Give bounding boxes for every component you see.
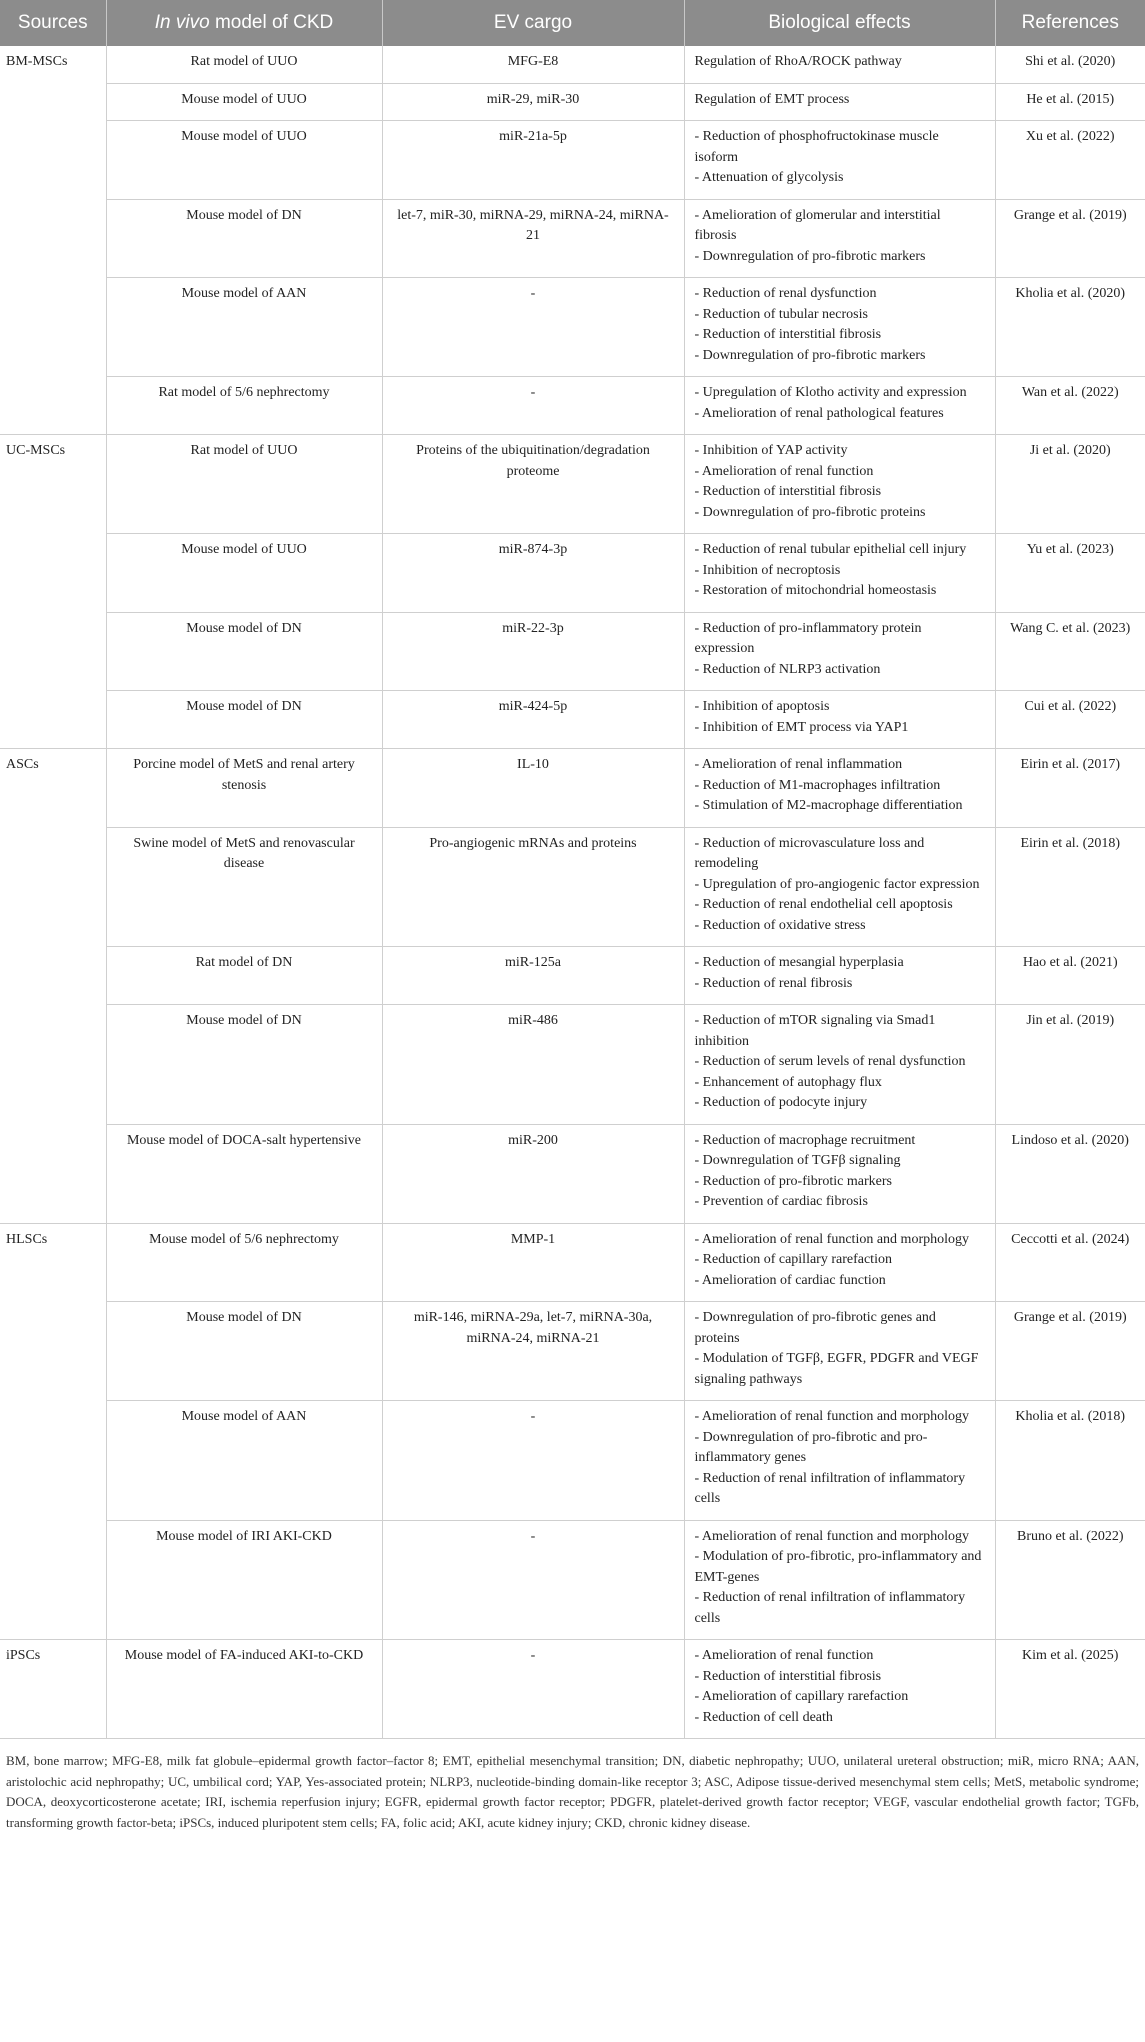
effects-cell <box>684 1124 995 1223</box>
model-cell: Mouse model of UUO <box>106 534 382 613</box>
header-model-rest: model of CKD <box>209 11 334 33</box>
model-cell: Mouse model of DN <box>106 199 382 278</box>
model-cell: Mouse model of DN <box>106 1302 382 1401</box>
effects-cell <box>684 121 995 200</box>
cargo-cell: miR-874-3p <box>382 534 684 613</box>
model-cell: Mouse model of UUO <box>106 83 382 121</box>
table-row <box>0 121 1145 200</box>
reference-cell: Hao et al. (2021) <box>995 947 1145 1005</box>
effect-line: - Reduction of mesangial hyperplasia <box>694 955 904 970</box>
effect-line: - Inhibition of apoptosis <box>694 699 830 714</box>
reference-cell: Jin et al. (2019) <box>995 1005 1145 1125</box>
table-row <box>0 83 1145 121</box>
effects-cell <box>684 691 995 749</box>
effect-line: - Stimulation of M2-macrophage differentiation <box>694 798 963 813</box>
header-model <box>106 0 382 46</box>
effect-line: - Reduction of renal infiltration of inflammatory cells <box>694 1470 966 1506</box>
effect-line: - Reduction of capillary rarefaction <box>694 1252 892 1267</box>
header-sources: Sources <box>0 0 106 46</box>
table-row <box>0 1005 1145 1125</box>
table-row <box>0 691 1145 749</box>
effect-line: - Amelioration of renal function <box>694 1648 874 1663</box>
effect-line: - Amelioration of renal function and morphology <box>694 1528 969 1544</box>
effect-line: - Attenuation of glycolysis <box>694 170 844 185</box>
model-cell: Rat model of UUO <box>106 435 382 534</box>
cargo-cell: - <box>382 1520 684 1640</box>
table-row <box>0 1520 1145 1640</box>
effect-line: - Amelioration of renal function and morphology <box>694 1231 969 1247</box>
table-header <box>0 0 1145 46</box>
reference-cell: Kholia et al. (2020) <box>995 278 1145 377</box>
header-cargo: EV cargo <box>382 0 684 46</box>
effect-line: - Amelioration of glomerular and interstitial fibrosis <box>694 207 941 243</box>
cargo-cell: miR-29, miR-30 <box>382 83 684 121</box>
effect-line: - Inhibition of YAP activity <box>694 443 848 458</box>
effects-cell <box>684 278 995 377</box>
model-cell: Rat model of UUO <box>106 46 382 83</box>
effect-line: - Reduction of mTOR signaling via Smad1 inhibition <box>694 1013 936 1049</box>
table-row <box>0 534 1145 613</box>
effect-line: - Amelioration of renal pathological features <box>694 405 944 421</box>
effect-line: - Reduction of renal infiltration of inflammatory cells <box>694 1590 966 1626</box>
cargo-cell: miR-146, miRNA-29a, let-7, miRNA-30a, miRNA-24, miRNA-21 <box>382 1302 684 1401</box>
effects-cell <box>684 749 995 828</box>
model-cell: Rat model of DN <box>106 947 382 1005</box>
effect-line: - Amelioration of cardiac function <box>694 1272 886 1288</box>
effects-cell <box>684 377 995 435</box>
model-cell: Mouse model of DN <box>106 691 382 749</box>
cargo-cell: Proteins of the ubiquitination/degradation proteome <box>382 435 684 534</box>
reference-cell: Ceccotti et al. (2024) <box>995 1223 1145 1302</box>
cargo-cell: - <box>382 1640 684 1739</box>
reference-cell: He et al. (2015) <box>995 83 1145 121</box>
effect-line: - Reduction of serum levels of renal dysfunction <box>694 1054 966 1069</box>
effects-cell <box>684 1005 995 1125</box>
effect-line: - Downregulation of pro-fibrotic proteins <box>694 504 926 520</box>
cargo-cell: - <box>382 377 684 435</box>
effects-cell <box>684 534 995 613</box>
effect-line: - Amelioration of renal function and morphology <box>694 1409 969 1424</box>
table-row <box>0 199 1145 278</box>
table-row <box>0 1401 1145 1521</box>
table-body <box>0 46 1145 1739</box>
model-cell: Mouse model of 5/6 nephrectomy <box>106 1223 382 1302</box>
cargo-cell: - <box>382 1401 684 1521</box>
effect-line: - Downregulation of pro-fibrotic markers <box>694 248 926 264</box>
table-row <box>0 827 1145 947</box>
cargo-cell: MMP-1 <box>382 1223 684 1302</box>
effect-line: - Reduction of renal dysfunction <box>694 286 877 301</box>
effect-line: - Reduction of pro-inflammatory protein expression <box>694 620 922 656</box>
source-cell: BM-MSCs <box>0 46 106 435</box>
table-row <box>0 435 1145 534</box>
effect-line: - Reduction of interstitial fibrosis <box>694 327 882 342</box>
header-effects: Biological effects <box>684 0 995 46</box>
cargo-cell: IL-10 <box>382 749 684 828</box>
reference-cell: Eirin et al. (2017) <box>995 749 1145 828</box>
reference-cell: Kim et al. (2025) <box>995 1640 1145 1739</box>
table-row <box>0 278 1145 377</box>
effect-line: - Modulation of pro-fibrotic, pro-inflammatory and EMT-genes <box>694 1549 982 1585</box>
cargo-cell: miR-22-3p <box>382 612 684 691</box>
reference-cell: Bruno et al. (2022) <box>995 1520 1145 1640</box>
table-row <box>0 612 1145 691</box>
effects-cell <box>684 1640 995 1739</box>
effect-line: - Reduction of macrophage recruitment <box>694 1132 916 1148</box>
reference-cell: Kholia et al. (2018) <box>995 1401 1145 1521</box>
reference-cell: Wan et al. (2022) <box>995 377 1145 435</box>
effects-cell <box>684 947 995 1005</box>
header-references: References <box>995 0 1145 46</box>
model-cell: Mouse model of DOCA-salt hypertensive <box>106 1124 382 1223</box>
source-cell: ASCs <box>0 749 106 1224</box>
effect-line: - Enhancement of autophagy flux <box>694 1074 882 1090</box>
reference-cell: Grange et al. (2019) <box>995 199 1145 278</box>
effects-cell <box>684 827 995 947</box>
effect-line: - Reduction of M1-macrophages infiltration <box>694 777 941 793</box>
effect-line: - Inhibition of necroptosis <box>694 562 841 578</box>
effect-line: - Reduction of interstitial fibrosis <box>694 1668 882 1684</box>
table-row <box>0 1223 1145 1302</box>
table-row <box>0 1124 1145 1223</box>
effect-line: - Reduction of renal endothelial cell apoptosis <box>694 897 953 912</box>
table-row <box>0 947 1145 1005</box>
effect-line: Regulation of EMT process <box>694 91 850 107</box>
effect-line: - Amelioration of renal function <box>694 463 874 479</box>
effects-cell <box>684 1401 995 1521</box>
table-row <box>0 1302 1145 1401</box>
reference-cell: Grange et al. (2019) <box>995 1302 1145 1401</box>
effect-line: - Restoration of mitochondrial homeostasis <box>694 583 937 598</box>
table-row <box>0 1640 1145 1739</box>
effect-line: - Upregulation of pro-angiogenic factor expression <box>694 876 980 892</box>
effects-cell <box>684 46 995 83</box>
model-cell: Mouse model of FA-induced AKI-to-CKD <box>106 1640 382 1739</box>
effects-cell <box>684 83 995 121</box>
cargo-cell: miR-21a-5p <box>382 121 684 200</box>
model-cell: Mouse model of IRI AKI-CKD <box>106 1520 382 1640</box>
reference-cell: Yu et al. (2023) <box>995 534 1145 613</box>
reference-cell: Cui et al. (2022) <box>995 691 1145 749</box>
effect-line: - Reduction of interstitial fibrosis <box>694 484 882 499</box>
header-model-italic: In vivo <box>154 11 210 33</box>
effects-cell <box>684 1223 995 1302</box>
model-cell: Rat model of 5/6 nephrectomy <box>106 377 382 435</box>
effects-cell <box>684 199 995 278</box>
effects-cell <box>684 1302 995 1401</box>
cargo-cell: miR-125a <box>382 947 684 1005</box>
model-cell: Mouse model of DN <box>106 612 382 691</box>
cargo-cell: MFG-E8 <box>382 46 684 83</box>
effect-line: - Upregulation of Klotho activity and expression <box>694 385 967 400</box>
effect-line: - Inhibition of EMT process via YAP1 <box>694 719 909 735</box>
reference-cell: Shi et al. (2020) <box>995 46 1145 83</box>
reference-cell: Eirin et al. (2018) <box>995 827 1145 947</box>
reference-cell: Xu et al. (2022) <box>995 121 1145 200</box>
effect-line: - Reduction of cell death <box>694 1709 833 1725</box>
table-footnote: BM, bone marrow; MFG-E8, milk fat globule–epidermal growth factor–factor 8; EMT, epithelial mesenchymal transition; DN, diabetic nephropathy; UUO, unilateral ureteral obstruction; miR, micro RNA; AAN, aristolochic acid nephropathy; UC, umbilical cord; YAP, Yes-associated protein; NLRP3, nucleotide-binding domain-like receptor 3; ASC, Adipose tissue-derived mesenchymal stem cells; MetS, metabolic syndrome; DOCA, deoxycorticosterone acetate; IRI, ischemia reperfusion injury; EGFR, epidermal growth factor receptor; PDGFR, platelet-derived growth factor receptor; VEGF, vascular endothelial growth factor; TGFb, transforming growth factor-beta; iPSCs, induced pluripotent stem cells; FA, folic acid; AKI, acute kidney injury; CKD, chronic kidney disease. <box>6 1753 1139 1830</box>
effect-line: Regulation of RhoA/ROCK pathway <box>694 54 902 69</box>
table-row <box>0 377 1145 435</box>
cargo-cell: Pro-angiogenic mRNAs and proteins <box>382 827 684 947</box>
effect-line: - Amelioration of renal inflammation <box>694 757 903 772</box>
effect-line: - Downregulation of TGFβ signaling <box>694 1153 901 1168</box>
source-cell: UC-MSCs <box>0 435 106 749</box>
effects-cell <box>684 1520 995 1640</box>
effect-line: - Reduction of podocyte injury <box>694 1095 868 1110</box>
effect-line: - Downregulation of pro-fibrotic genes and proteins <box>694 1310 936 1346</box>
reference-cell: Wang C. et al. (2023) <box>995 612 1145 691</box>
model-cell: Mouse model of AAN <box>106 1401 382 1521</box>
cargo-cell: miR-200 <box>382 1124 684 1223</box>
effect-line: - Reduction of tubular necrosis <box>694 306 868 322</box>
cargo-cell: - <box>382 278 684 377</box>
reference-cell: Ji et al. (2020) <box>995 435 1145 534</box>
cargo-cell: miR-486 <box>382 1005 684 1125</box>
effect-line: - Reduction of NLRP3 activation <box>694 661 881 677</box>
model-cell: Mouse model of AAN <box>106 278 382 377</box>
effect-line: - Downregulation of pro-fibrotic markers <box>694 347 926 363</box>
table-row <box>0 749 1145 828</box>
model-cell: Swine model of MetS and renovascular disease <box>106 827 382 947</box>
source-cell: iPSCs <box>0 1640 106 1739</box>
effect-line: - Downregulation of pro-fibrotic and pro-inflammatory genes <box>694 1429 928 1465</box>
effect-line: - Reduction of phosphofructokinase muscle isoform <box>694 129 939 165</box>
reference-cell: Lindoso et al. (2020) <box>995 1124 1145 1223</box>
effect-line: - Prevention of cardiac fibrosis <box>694 1194 868 1209</box>
model-cell: Mouse model of DN <box>106 1005 382 1125</box>
effect-line: - Reduction of pro-fibrotic markers <box>694 1173 892 1189</box>
source-cell: HLSCs <box>0 1223 106 1640</box>
cargo-cell: let-7, miR-30, miRNA-29, miRNA-24, miRNA-21 <box>382 199 684 278</box>
effect-line: - Reduction of microvasculature loss and remodeling <box>694 835 925 871</box>
effect-line: - Reduction of renal fibrosis <box>694 975 853 991</box>
effects-cell <box>684 435 995 534</box>
effects-cell <box>684 612 995 691</box>
effect-line: - Reduction of renal tubular epithelial cell injury <box>694 542 967 557</box>
header-row <box>0 0 1145 46</box>
cargo-cell: miR-424-5p <box>382 691 684 749</box>
table-row <box>0 46 1145 83</box>
effect-line: - Reduction of oxidative stress <box>694 917 866 933</box>
effect-line: - Modulation of TGFβ, EGFR, PDGFR and VEGF signaling pathways <box>694 1351 979 1387</box>
model-cell: Porcine model of MetS and renal artery stenosis <box>106 749 382 828</box>
model-cell: Mouse model of UUO <box>106 121 382 200</box>
effect-line: - Amelioration of capillary rarefaction <box>694 1689 909 1704</box>
